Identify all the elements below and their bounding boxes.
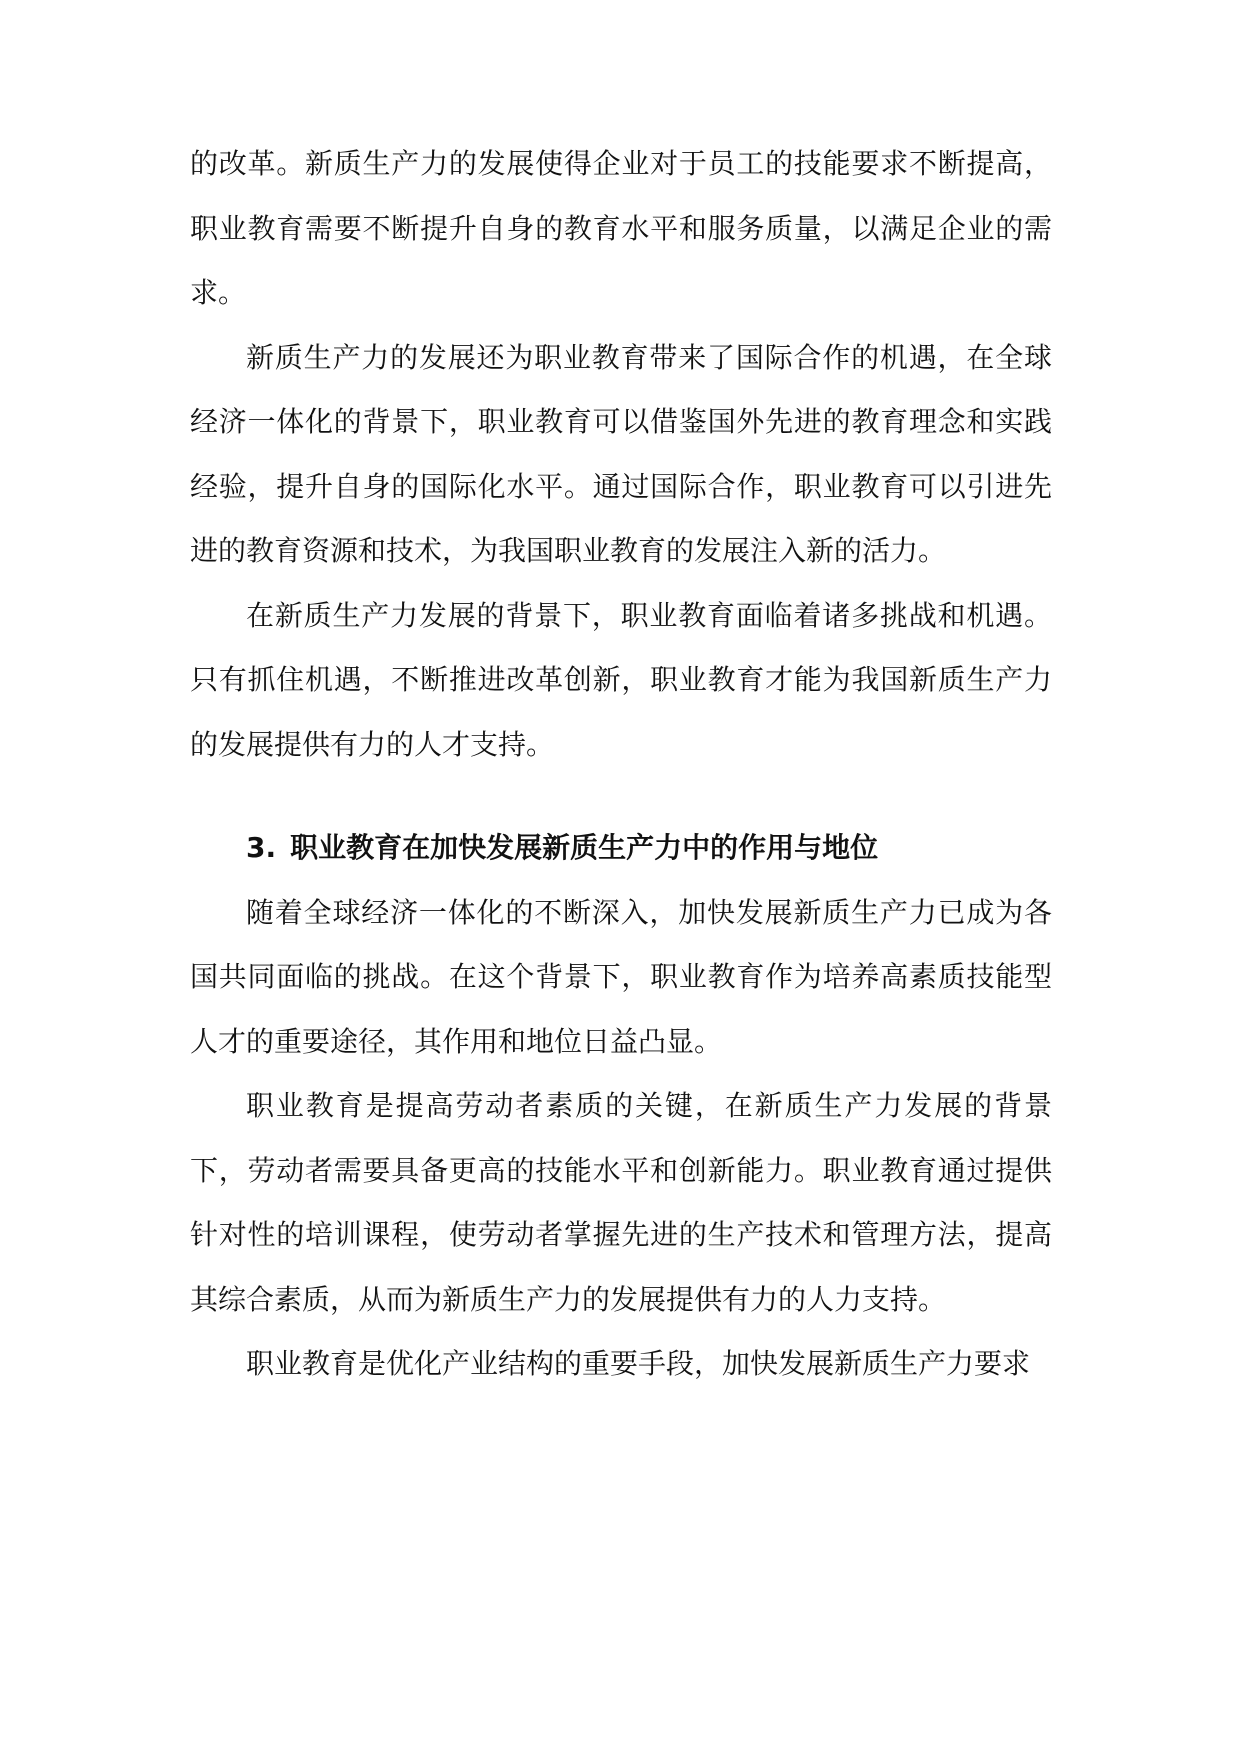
- section-number: 3.: [246, 831, 277, 864]
- section-title: 职业教育在加快发展新质生产力中的作用与地位: [290, 831, 879, 864]
- paragraph: 职业教育是优化产业结构的重要手段，加快发展新质生产力要求: [246, 1347, 1031, 1380]
- paragraph: 的改革。新质生产力的发展使得企业对于员工的技能要求不断提高，职业教育需要不断提升自身的教育水平和服务质量，以满足企业的需求。: [190, 147, 1052, 309]
- paragraph: 新质生产力的发展还为职业教育带来了国际合作的机遇，在全球经济一体化的背景下，职业教育可以借鉴国外先进的教育理念和实践经验，提升自身的国际化水平。通过国际合作，职业教育可以引进先进的教育资源和技术，为我国职业教育的发展注入新的活力。: [190, 340, 1052, 567]
- paragraph: 在新质生产力发展的背景下，职业教育面临着诸多挑战和机遇。只有抓住机遇，不断推进改革创新，职业教育才能为我国新质生产力的发展提供有力的人才支持。: [190, 598, 1052, 761]
- paragraph: 随着全球经济一体化的不断深入，加快发展新质生产力已成为各国共同面临的挑战。在这个背景下，职业教育作为培养高素质技能型人才的重要途径，其作用和地位日益凸显。: [190, 895, 1052, 1058]
- section-heading: [190, 816, 1052, 881]
- paragraph: 职业教育是提高劳动者素质的关键，在新质生产力发展的背景下，劳动者需要具备更高的技能水平和创新能力。职业教育通过提供针对性的培训课程，使劳动者掌握先进的生产技术和管理方法，提高其综合素质，从而为新质生产力的发展提供有力的人力支持。: [190, 1089, 1052, 1316]
- document-body: [190, 132, 1052, 1397]
